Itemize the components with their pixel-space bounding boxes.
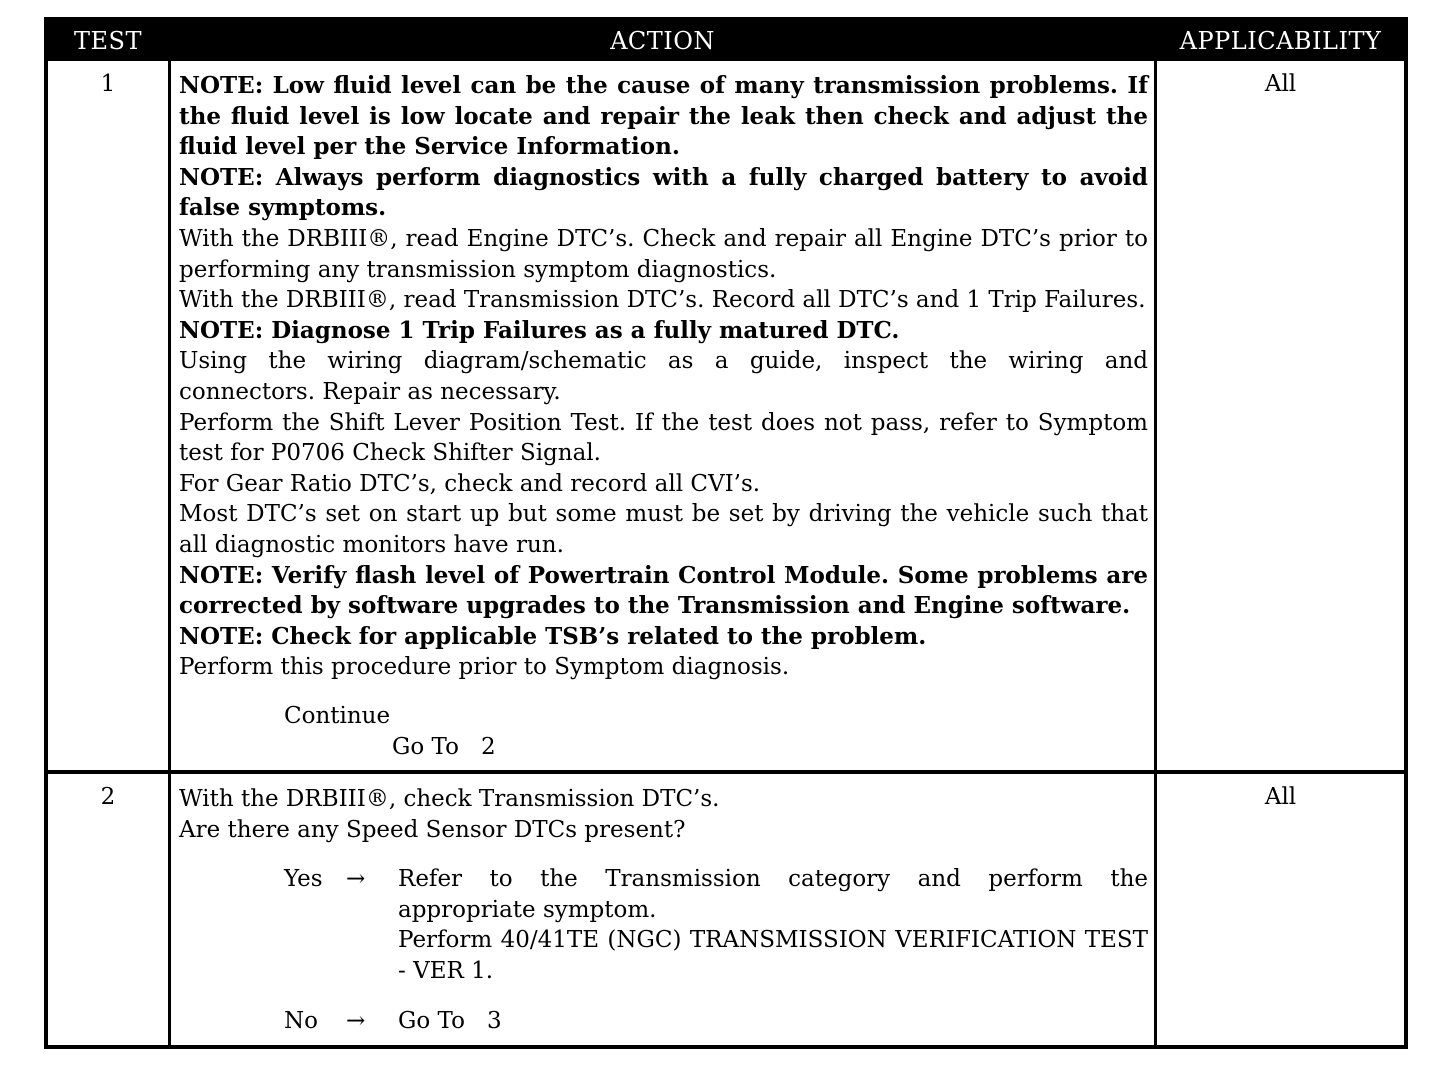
test-number: 2	[100, 784, 116, 810]
instruction-line: For Gear Ratio DTC’s, check and record all CVI’s.	[179, 470, 761, 497]
action-text-test-1	[179, 71, 1148, 683]
header-action: ACTION	[610, 27, 715, 55]
goto-label: Go To	[398, 1008, 465, 1034]
goto-target: 3	[486, 1008, 502, 1034]
note-line: NOTE: Verify flash level of Powertrain Control Module. Some problems are corrected by software upgrades to the Transmission and Engine software.	[179, 561, 1148, 620]
instruction-line: Most DTC’s set on start up but some must be set by driving the vehicle such that all diagnostic monitors have run.	[179, 501, 1148, 558]
goto-label: Go To	[392, 734, 459, 760]
yes-answer-text: Perform 40/41TE (NGC) TRANSMISSION VERIFICATION TEST - VER 1.	[398, 927, 1148, 984]
header-test: TEST	[74, 27, 142, 55]
yes-answer-text: Refer to the Transmission category and perform the appropriate symptom.	[398, 866, 1148, 923]
continue-label: Continue	[284, 703, 391, 729]
instruction-line: With the DRBIII®, read Transmission DTC’s. Record all DTC’s and 1 Trip Failures.	[179, 287, 1146, 314]
note-line: NOTE: Low fluid level can be the cause of many transmission problems. If the fluid level is low locate and repair the leak then check and adjust the fluid level per the Service Information.	[179, 72, 1148, 161]
instruction-line: Perform the Shift Lever Position Test. If the test does not pass, refer to Symptom test for P0706 Check Shifter Signal.	[179, 409, 1148, 467]
instruction-line: Using the wiring diagram/schematic as a guide, inspect the wiring and connectors. Repair as necessary.	[179, 348, 1148, 405]
question-line: Are there any Speed Sensor DTCs present?	[179, 816, 686, 843]
column-divider	[168, 61, 171, 1049]
test-number: 1	[100, 71, 116, 97]
column-divider	[1154, 61, 1157, 1049]
table-header	[48, 21, 1404, 61]
goto-link[interactable]	[392, 732, 496, 763]
header-applicability: APPLICABILITY	[1179, 27, 1382, 55]
instruction-line: Perform this procedure prior to Symptom diagnosis.	[179, 654, 790, 681]
diagnostic-table	[44, 17, 1408, 1049]
applicability-value: All	[1264, 71, 1297, 97]
row-divider	[48, 770, 1404, 774]
note-line: NOTE: Check for applicable TSB’s related to the problem.	[179, 622, 927, 650]
no-goto-link[interactable]	[398, 1006, 502, 1037]
arrow-icon: →	[346, 866, 366, 892]
yes-label: Yes	[284, 866, 323, 892]
note-line: NOTE: Diagnose 1 Trip Failures as a fully matured DTC.	[179, 316, 900, 344]
yes-answer	[398, 864, 1148, 986]
action-text-test-2	[179, 784, 1148, 845]
note-line: NOTE: Always perform diagnostics with a fully charged battery to avoid false symptoms.	[179, 163, 1148, 222]
instruction-line: With the DRBIII®, check Transmission DTC’s.	[179, 786, 720, 812]
applicability-value: All	[1264, 784, 1297, 810]
arrow-icon: →	[346, 1008, 366, 1034]
instruction-line: With the DRBIII®, read Engine DTC’s. Check and repair all Engine DTC’s prior to performing any transmission symptom diagnostics.	[179, 225, 1148, 283]
goto-target: 2	[480, 734, 496, 760]
no-label: No	[284, 1008, 318, 1034]
